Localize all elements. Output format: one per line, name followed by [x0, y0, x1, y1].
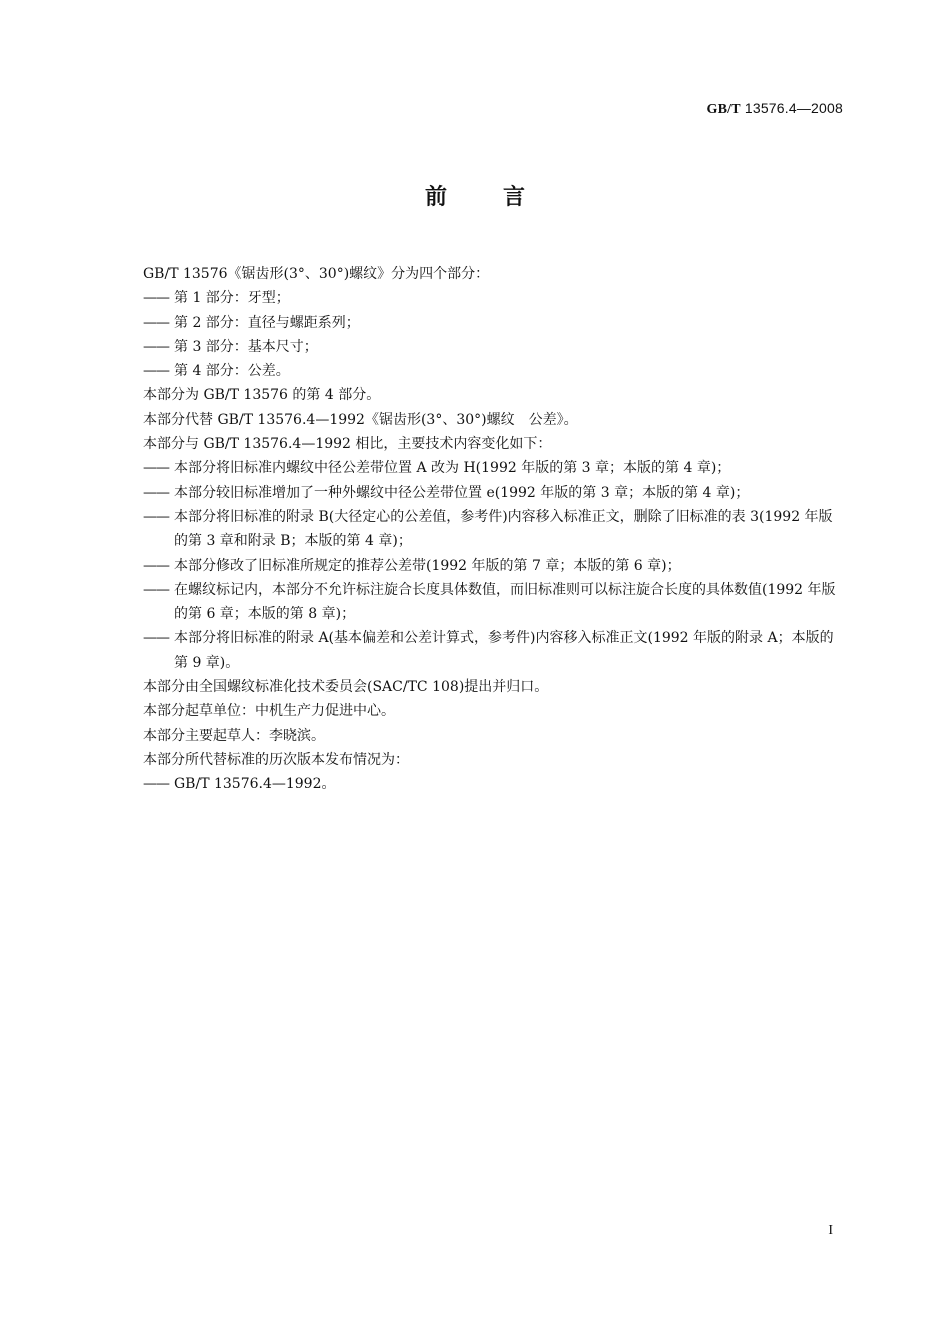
paragraph — [143, 675, 843, 699]
paragraph — [143, 262, 843, 286]
paragraph-text: 本部分将旧标准的附录 B(大径定心的公差值，参考件)内容移入标准正文，删除了旧标准的表 3(1992 年版的第 3 章和附录 B；本版的第 4 章)； — [174, 508, 833, 550]
paragraph — [143, 383, 843, 407]
paragraph — [143, 408, 843, 432]
paragraph-text: 本部分为 GB/T 13576 的第 4 部分。 — [143, 387, 381, 404]
dash-mark: —— — [143, 630, 169, 647]
dash-mark: —— — [143, 338, 169, 355]
standard-prefix: GB/T — [706, 102, 741, 117]
paragraph-text: GB/T 13576《锯齿形(3°、30°)螺纹》分为四个部分： — [143, 266, 490, 282]
paragraph-text: 本部分主要起草人：李晓滨。 — [143, 727, 325, 744]
list-item — [143, 554, 843, 578]
foreword-body — [143, 262, 843, 797]
paragraph — [143, 432, 843, 456]
dash-mark: —— — [143, 314, 169, 331]
paragraph-text: 本部分代替 GB/T 13576.4—1992《锯齿形(3°、30°)螺纹 公差》。 — [143, 411, 578, 428]
dash-mark: —— — [143, 484, 169, 501]
dash-mark: —— — [143, 776, 169, 793]
list-item — [143, 481, 843, 505]
dash-mark: —— — [143, 557, 169, 574]
paragraph-text: 第 1 部分：牙型； — [174, 290, 290, 307]
standard-number: 13576.4—2008 — [744, 100, 843, 116]
list-item — [143, 335, 843, 359]
paragraph-text: 本部分与 GB/T 13576.4—1992 相比，主要技术内容变化如下： — [143, 436, 552, 453]
paragraph-text: 本部分将旧标准的附录 A(基本偏差和公差计算式，参考件)内容移入标准正文(1992 年版的附录 A；本版的第 9 章)。 — [174, 630, 834, 671]
paragraph-text: 本部分由全国螺纹标准化技术委员会(SAC/TC 108)提出并归口。 — [143, 679, 549, 696]
list-item — [143, 286, 843, 310]
paragraph-text: 本部分将旧标准内螺纹中径公差带位置 A 改为 H(1992 年版的第 3 章；本版的第 4 章)； — [174, 460, 731, 477]
dash-mark: —— — [143, 363, 169, 380]
paragraph-text: 本部分所代替标准的历次版本发布情况为： — [143, 751, 409, 768]
page-title: 前言 — [424, 185, 581, 210]
list-item — [143, 359, 843, 383]
list-item — [143, 505, 843, 554]
paragraph-text: 第 2 部分：直径与螺距系列； — [174, 314, 360, 331]
dash-mark: —— — [143, 460, 169, 477]
page-number: I — [828, 1223, 833, 1238]
document-header — [706, 100, 843, 118]
list-item — [143, 578, 843, 627]
list-item — [143, 772, 843, 796]
paragraph-text: 本部分起草单位：中机生产力促进中心。 — [143, 703, 395, 720]
paragraph-text: 在螺纹标记内，本部分不允许标注旋合长度具体数值，而旧标准则可以标注旋合长度的具体数值(1992 年版的第 6 章；本版的第 8 章)； — [174, 581, 836, 623]
list-item — [143, 456, 843, 480]
dash-mark: —— — [143, 581, 169, 598]
dash-mark: —— — [143, 290, 169, 307]
paragraph-text: 本部分较旧标准增加了一种外螺纹中径公差带位置 e(1992 年版的第 3 章；本版的第 4 章)； — [174, 484, 750, 501]
paragraph-text: 本部分修改了旧标准所规定的推荐公差带(1992 年版的第 7 章；本版的第 6 章)； — [174, 557, 681, 574]
paragraph — [143, 748, 843, 772]
paragraph — [143, 724, 843, 748]
list-item — [143, 311, 843, 335]
list-item — [143, 626, 843, 675]
paragraph-text: GB/T 13576.4—1992。 — [174, 776, 336, 793]
paragraph-text: 第 4 部分：公差。 — [174, 363, 290, 380]
paragraph-text: 第 3 部分：基本尺寸； — [174, 338, 318, 355]
dash-mark: —— — [143, 508, 169, 525]
paragraph — [143, 699, 843, 723]
